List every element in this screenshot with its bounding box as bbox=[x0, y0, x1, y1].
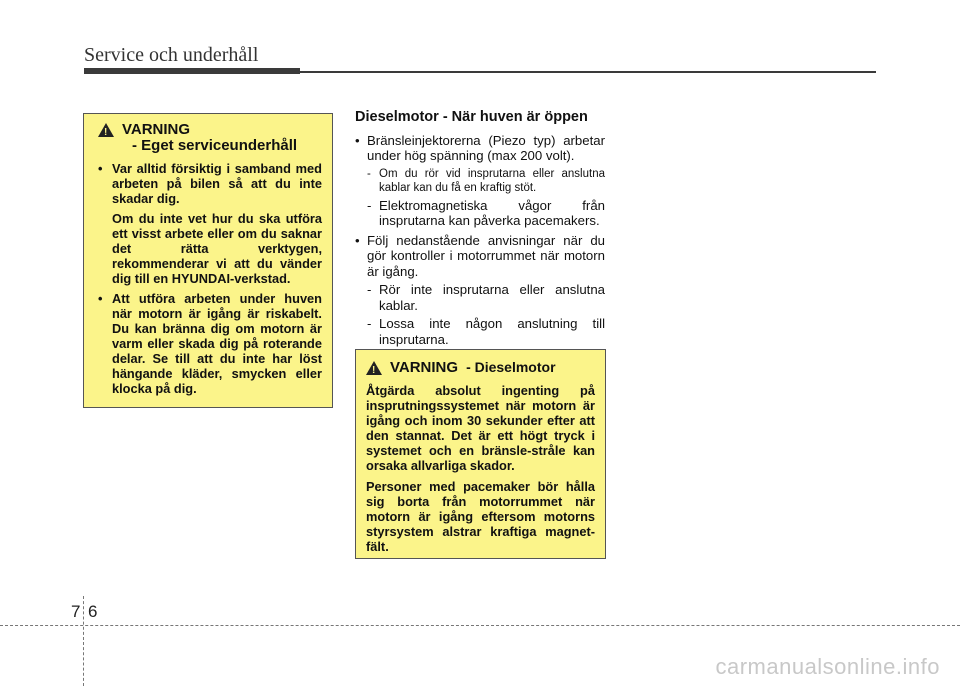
warning-list-item bbox=[98, 291, 322, 396]
sub-item: - Lossa inte någon anslutning till insprutarna. bbox=[367, 316, 605, 347]
header-rule-thin bbox=[300, 71, 876, 73]
warning-box-diesel bbox=[355, 349, 606, 559]
warning-paragraph: Personer med pacemaker bör hålla sig borta från motorrummet när motorn är igång eftersom motorns styrsystem alstrar kraftiga magnet-fält. bbox=[366, 479, 595, 554]
sub-item: - Elektromagnetiska vågor från insprutarna kan påverka pacemakers. bbox=[367, 198, 605, 229]
warning-heading bbox=[366, 360, 595, 375]
diesel-section bbox=[355, 110, 605, 351]
page-number: 6 bbox=[88, 602, 98, 621]
chapter-number: 7 bbox=[71, 602, 81, 621]
sub-list bbox=[367, 282, 605, 347]
warning-heading bbox=[98, 122, 322, 137]
bullet-item bbox=[355, 233, 605, 348]
warning-item-text: • Var alltid försiktig i samband med arbeten på bilen så att du inte skadar dig. bbox=[112, 161, 322, 206]
warning-paragraph: Åtgärda absolut ingenting på insprutningssystemet när motorn är igång och inom 30 sekunder efter att den stannat. Det är ett högt tryck i systemet och en bränsle-stråle kan orsaka allvarliga skador. bbox=[366, 383, 595, 473]
section-title: Dieselmotor - När huven är öppen bbox=[355, 109, 588, 125]
sub-item: - Rör inte insprutarna eller anslutna kablar. bbox=[367, 282, 605, 313]
warning-subheading: - Eget serviceunderhåll bbox=[132, 137, 298, 154]
footer-divider bbox=[83, 596, 84, 686]
bullet-item bbox=[355, 133, 605, 229]
warning-triangle-icon bbox=[366, 361, 382, 375]
warning-heading-text: VARNING bbox=[122, 121, 191, 138]
warning-heading-suffix: - Dieselmotor bbox=[466, 359, 556, 375]
bullet-text: Följ nedanstående anvisningar när du gör kontroller i motorrummet när motorn är igång. bbox=[367, 232, 605, 279]
warning-triangle-icon bbox=[98, 123, 114, 137]
sub-item: - Om du rör vid insprutarna eller anslutna kablar kan du få en kraftig stöt. bbox=[367, 167, 605, 195]
warning-heading-text: VARNING bbox=[390, 359, 459, 376]
warning-item-text: • Att utföra arbeten under huven när motorn är igång är riskabelt. Du kan bränna dig om motorn är varm eller skada dig på roterande delar. Se till att du inte har löst hängande kläder, smycken eller klocka på dig. bbox=[112, 291, 322, 396]
header-rule-thick bbox=[84, 68, 300, 74]
bullet-text: Bränsleinjektorerna (Piezo typ) arbetar under hög spänning (max 200 volt). bbox=[367, 132, 605, 163]
warning-item-extra: Om du inte vet hur du ska utföra ett visst arbete eller om du saknar det rätta verktygen, rekommenderar vi att du vänder dig till en HYUNDAI-verkstad. bbox=[112, 211, 322, 286]
warning-box-service bbox=[83, 113, 333, 408]
section-bullets bbox=[355, 133, 605, 348]
warning-list-item bbox=[98, 161, 322, 286]
sub-list bbox=[367, 167, 605, 229]
page-header-title: Service och underhåll bbox=[84, 44, 259, 66]
warning-list bbox=[98, 161, 322, 396]
footer-guide-line bbox=[0, 625, 960, 626]
warning-body bbox=[366, 383, 595, 554]
watermark: carmanualsonline.info bbox=[715, 654, 940, 679]
